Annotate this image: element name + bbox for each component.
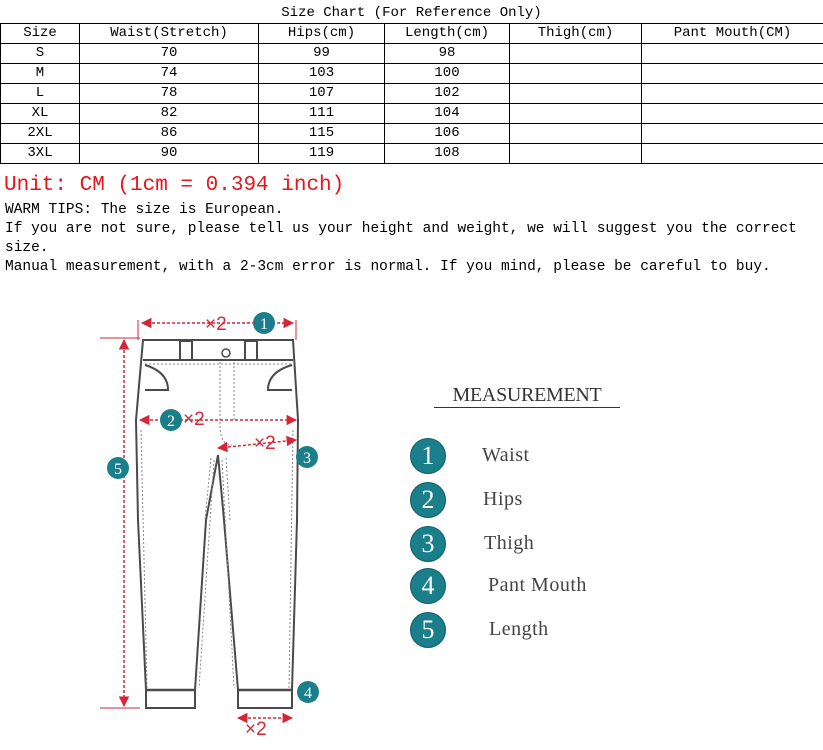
legend-label: Thigh — [484, 532, 535, 554]
waist-multiplier: ×2 — [205, 314, 227, 335]
cell-hips: 115 — [259, 124, 385, 144]
cell-length: 100 — [385, 64, 510, 84]
tip-line: WARM TIPS: The size is European. — [5, 202, 284, 218]
size-table — [0, 23, 823, 164]
cell-waist: 90 — [80, 144, 259, 164]
cell-size: 3XL — [1, 144, 80, 164]
cell-size: M — [1, 64, 80, 84]
cell-length: 98 — [385, 44, 510, 64]
cell-length: 108 — [385, 144, 510, 164]
table-row — [1, 104, 823, 124]
measurement-title: MEASUREMENT — [434, 383, 620, 408]
cell-thigh — [510, 124, 642, 144]
cell-hips: 119 — [259, 144, 385, 164]
svg-text:5: 5 — [114, 461, 122, 478]
cell-size: XL — [1, 104, 80, 124]
cell-length: 106 — [385, 124, 510, 144]
table-row — [1, 64, 823, 84]
badge-2 — [160, 409, 182, 431]
cell-hips: 111 — [259, 104, 385, 124]
cell-hips: 99 — [259, 44, 385, 64]
cell-thigh — [510, 44, 642, 64]
cell-hips: 107 — [259, 84, 385, 104]
cell-size: S — [1, 44, 80, 64]
badge-1 — [253, 312, 275, 334]
badge-icon: 4 — [410, 568, 446, 604]
cell-thigh — [510, 84, 642, 104]
cell-pant-mouth — [642, 104, 823, 124]
cell-thigh — [510, 104, 642, 124]
pants-diagram — [0, 300, 400, 750]
badge-5 — [107, 457, 129, 479]
header-waist: Waist(Stretch) — [80, 24, 259, 44]
thigh-multiplier: ×2 — [254, 433, 276, 454]
tips-block — [5, 201, 820, 277]
badge-icon: 3 — [410, 526, 446, 562]
badge-icon: 2 — [410, 482, 446, 518]
legend-label: Length — [489, 618, 549, 640]
cell-pant-mouth — [642, 84, 823, 104]
legend-label: Hips — [483, 488, 523, 510]
badge-4 — [297, 681, 319, 703]
table-row — [1, 124, 823, 144]
cell-pant-mouth — [642, 144, 823, 164]
table-row — [1, 84, 823, 104]
header-thigh: Thigh(cm) — [510, 24, 642, 44]
cell-waist: 86 — [80, 124, 259, 144]
cell-pant-mouth — [642, 124, 823, 144]
legend-label: Waist — [482, 444, 530, 466]
table-row — [1, 44, 823, 64]
cell-pant-mouth — [642, 64, 823, 84]
badge-icon: 5 — [410, 612, 446, 648]
tip-line: If you are not sure, please tell us your height and weight, we will suggest you the correct size. — [5, 221, 797, 256]
badge-icon: 1 — [410, 438, 446, 474]
hips-multiplier: ×2 — [183, 409, 205, 430]
cell-thigh — [510, 144, 642, 164]
header-length: Length(cm) — [385, 24, 510, 44]
cell-thigh — [510, 64, 642, 84]
cell-waist: 74 — [80, 64, 259, 84]
header-hips: Hips(cm) — [259, 24, 385, 44]
header-pant-mouth: Pant Mouth(CM) — [642, 24, 823, 44]
cell-waist: 82 — [80, 104, 259, 124]
pant-mouth-multiplier: ×2 — [245, 719, 267, 740]
cell-length: 102 — [385, 84, 510, 104]
cell-waist: 78 — [80, 84, 259, 104]
cell-length: 104 — [385, 104, 510, 124]
cell-waist: 70 — [80, 44, 259, 64]
unit-note: Unit: CM (1cm = 0.394 inch) — [4, 174, 345, 197]
badge-3 — [296, 446, 318, 468]
pants-outline — [136, 340, 298, 708]
cell-pant-mouth — [642, 44, 823, 64]
header-size: Size — [1, 24, 80, 44]
table-row — [1, 144, 823, 164]
svg-text:4: 4 — [304, 685, 312, 702]
tip-line: Manual measurement, with a 2-3cm error is normal. If you mind, please be careful to buy. — [5, 259, 771, 275]
cell-size: 2XL — [1, 124, 80, 144]
cell-hips: 103 — [259, 64, 385, 84]
legend-label: Pant Mouth — [488, 574, 587, 596]
table-header-row — [1, 24, 823, 44]
chart-title: Size Chart (For Reference Only) — [281, 5, 542, 21]
svg-text:3: 3 — [303, 450, 311, 467]
cell-size: L — [1, 84, 80, 104]
svg-text:2: 2 — [167, 413, 175, 430]
svg-text:1: 1 — [260, 316, 268, 333]
